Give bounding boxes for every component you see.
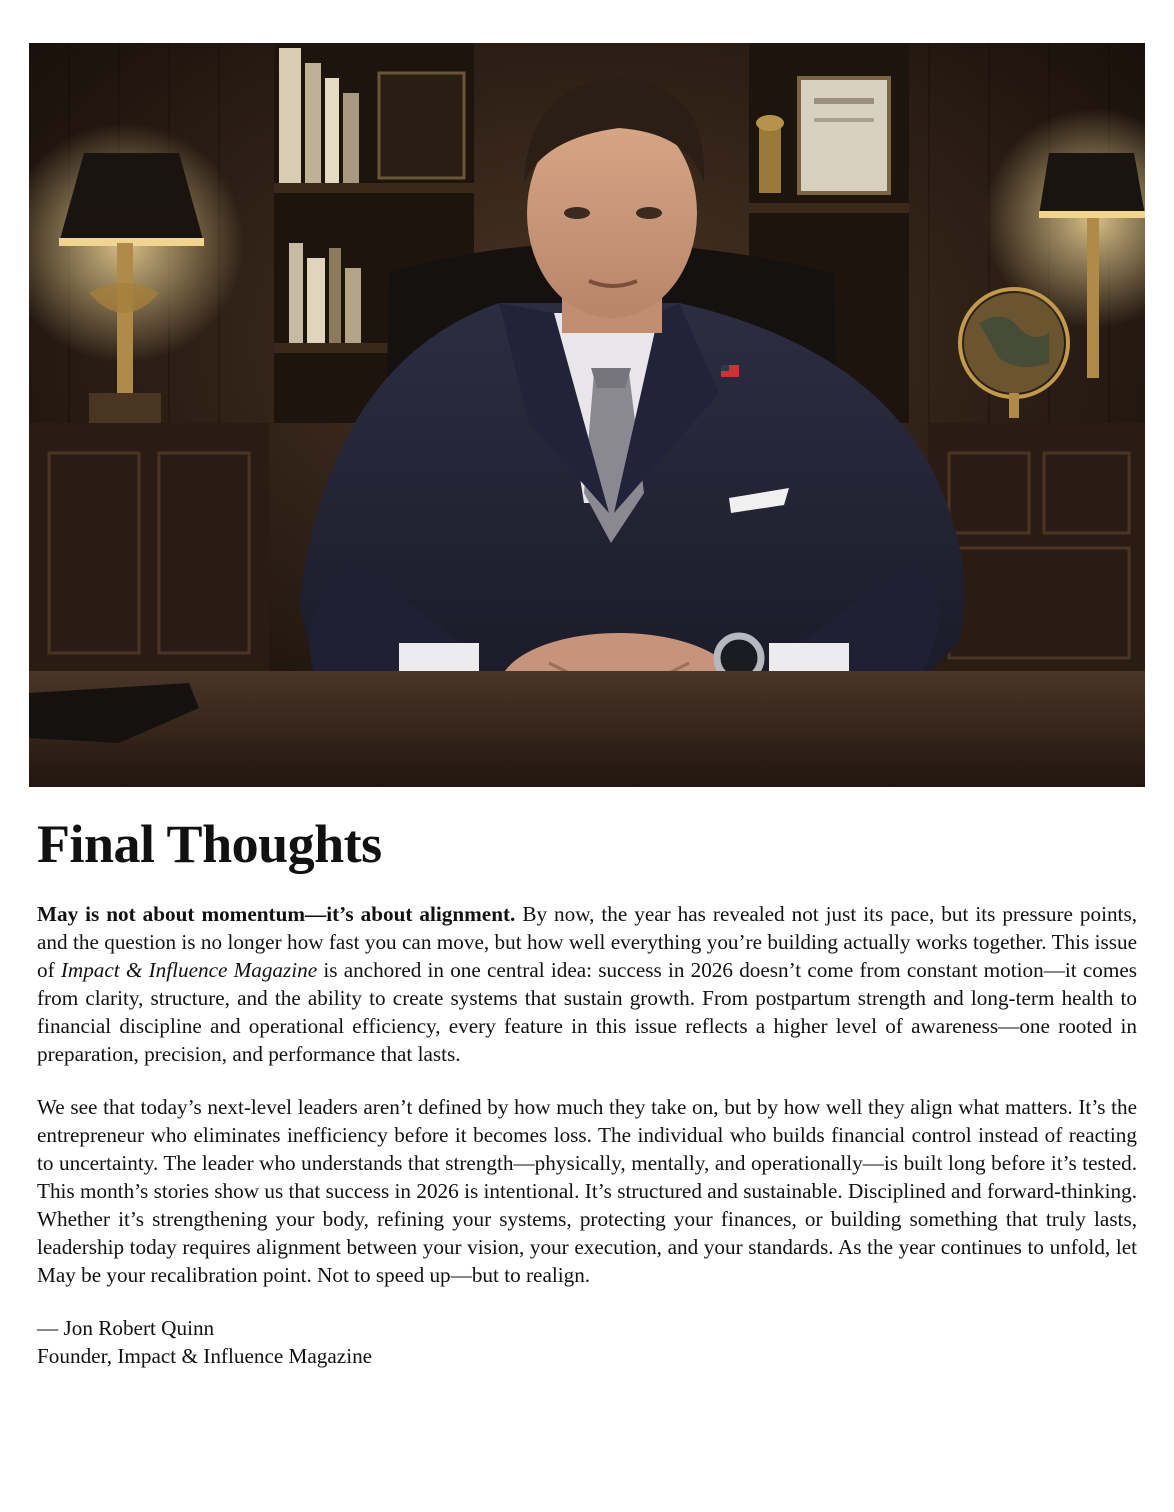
signature-role: Founder, Impact & Influence Magazine: [37, 1344, 373, 1369]
magazine-title: Impact & Influence Magazine: [60, 958, 318, 983]
cabinet-right: [929, 423, 1145, 683]
article-paragraph-2: We see that today’s next-level leaders aren’t defined by how much they take on, but by how well they align what matters. It’s the entrepreneur who eliminates inefficiency before it becomes loss. The individual who builds financial control instead of reacting to uncertainty. The leader who understands that strength—physically, mentally, and operationally—is built long before it’s tested. This month’s stories show us that success in 2026 is intentional. It’s structured and sustainable. Disciplined and forward-thinking. Whether it’s strengthening your body, refining your systems, protecting your finances, or building something that truly lasts, leadership today requires alignment between your vision, your execution, and your standards. As the year continues to unfold, let May be your recalibration point. Not to speed up—but to realign.: [37, 1095, 1137, 1288]
portrait-illustration: [29, 43, 1145, 787]
article: [37, 815, 1137, 1370]
desk: [29, 671, 1145, 787]
portrait-photo: [29, 43, 1145, 787]
signature: [37, 1314, 1137, 1370]
lead-sentence: May is not about momentum—it’s about alignment.: [37, 902, 516, 927]
article-paragraph-1: [37, 900, 1137, 1068]
article-title: Final Thoughts: [37, 814, 382, 874]
cabinet-left: [29, 423, 269, 683]
paragraph-1-text-a: By now, the year has revealed not just its pace, but its pressure points, and the question is no longer how fast you can move, but how well everything you’re building actually works together. This issue of: [37, 902, 1137, 983]
paragraph-1-text-b: is anchored in one central idea: success in 2026 doesn’t come from constant motion—it comes from clarity, structure, and the ability to create systems that sustain growth. From postpartum strength and long-term health to financial discipline and operational efficiency, every feature in this issue reflects a higher level of awareness—one rooted in preparation, precision, and performance that lasts.: [37, 958, 1137, 1067]
signature-name: — Jon Robert Quinn: [37, 1316, 215, 1341]
